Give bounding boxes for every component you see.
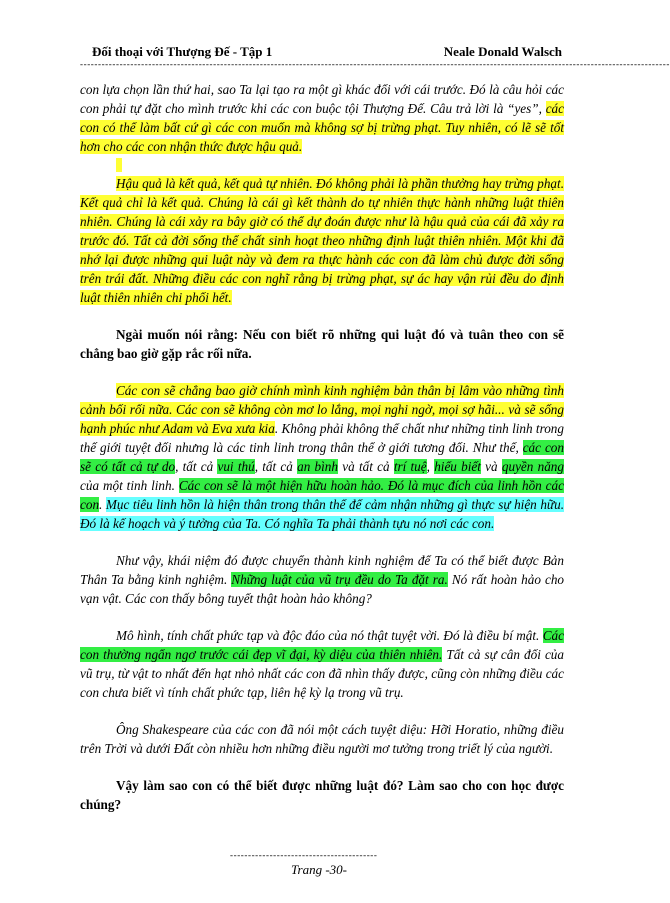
p4-highlight-tudo: các con sẽ có tất cả tự do <box>80 440 564 474</box>
p4-text-d: , tất cả <box>175 459 218 474</box>
p4-text-h: và tất cả <box>338 459 394 474</box>
paragraph-3-question <box>80 325 564 363</box>
p4-highlight-quyennang: quyền năng <box>501 459 564 474</box>
author-name: Neale Donald Walsch <box>443 44 562 59</box>
p5-text-c: Nó rất hoàn hảo cho vạn vật. Các con thấy bông tuyết thật hoàn hảo không? <box>80 572 565 606</box>
p4-highlight-muctieu: Mục tiêu linh hồn là hiện thân trong thân thể để cảm nhận những gì thực sự hiện hữu. Đó là kế hoạch và ý tưởng của Ta. Có nghĩa Ta phải thành tựu nó nơi các con. <box>80 497 565 531</box>
p5-text-a: Như vậy, khái niệm đó được chuyển thành kinh nghiệm để Ta có thể biết được Bản Thân Ta bằng kinh nghiệm. <box>80 553 564 587</box>
paragraph-6 <box>80 626 564 702</box>
paragraph-8-question <box>80 776 564 814</box>
footer-rule: ----------------------------------------- <box>230 850 378 860</box>
paragraph-2 <box>80 174 564 307</box>
paragraph-4 <box>80 381 564 533</box>
p7-text: Ông Shakespeare của các con đã nói một cách tuyệt diệu: Hỡi Horatio, những điều trên Trời và dưới Đất còn nhiều hơn những điều người mơ tưởng trong triết lý của người. <box>80 722 564 756</box>
p4-text-b: . Không phải không thể chất như những tinh linh trong thế giới tuyệt đối nhưng là các tinh linh trong thân thể ở giới tương đối. Như thế, <box>80 421 564 455</box>
p4-highlight-tritue: trí tuệ <box>393 459 427 474</box>
p6-text-c: Tất cả sự cân đối của vũ trụ, từ vật to nhất đến hạt nhỏ nhất các con đã nhìn thấy được, cũng còn những điều các con chưa biết vì tính chất phức tạp, liên hệ kỳ lạ trong vũ trụ. <box>80 647 564 700</box>
p1-text: ựa chọn lần thứ hai, sao Ta lại tạo ra một gì khác đối với cái trước. Đó là câu hỏi các con phải tự đặt cho mình trước khi các con buộc tội Thượng Đế. Câu trả lời là “yes”, <box>80 82 564 116</box>
p4-highlight-anbinh: an bình <box>297 459 338 474</box>
p4-text-n: của một tinh linh. <box>80 478 179 493</box>
p4-text-p: . <box>99 497 106 512</box>
paragraph-7 <box>80 720 564 758</box>
page-number: Trang -30- <box>291 862 347 877</box>
p8-text: Vậy làm sao con có thể biết được những luật đó? Làm sao cho con học được chúng? <box>80 778 564 812</box>
header-rule: -------------------------------------------------------------------------------------------------------------------------------------------------------------------- <box>80 59 670 69</box>
p4-highlight-a: Các con sẽ chẳng bao giờ chính mình kinh nghiệm bản thân bị lâm vào những tình cảnh bối rối nữa. Các con sẽ không còn mơ lo lắng, mọi nghi ngờ, mọi sợ hãi... và sẽ sống hạnh phúc như Adam và Eva xưa kia <box>80 383 564 436</box>
p4-highlight-hoanhao: Các con sẽ là một hiện hữu hoàn hảo. Đó là mục đích của linh hồn các con <box>80 478 564 512</box>
paragraph-5 <box>80 551 564 608</box>
paragraph-1 <box>80 80 564 156</box>
p4-text-l: và <box>480 459 502 474</box>
p1-highlight: các con có thể làm bất cứ gì các con muốn mà không sợ bị trừng phạt. Tuy nhiên, có lẽ sẽ tốt hơn cho các con nhận thức được hậu quả. <box>80 101 564 154</box>
p2-highlight: Hậu quả là kết quả, kết quả tự nhiên. Đó không phải là phần thưởng hay trừng phạt. Kết quả chỉ là kết quả. Chúng là cái gì kết thành do tự nhiên thực hành những luật thiên nhiên. Chúng là cái xảy ra bây giờ có thể dự đoán được như là hậu quả của cái đã xảy ra trước đó. Tất cả đời sống thể chất sinh hoạt theo những định luật thiên nhiên. Một khi đã nhớ lại được những qui luật này và đem ra thực hành các con đã làm chủ được đời sống trên trái đất. Những điều các con nghĩ rằng bị trừng phạt, sự ác hay vận rủi đều do định luật thiên nhiên chi phối hết. <box>80 176 564 305</box>
page-body <box>80 80 564 832</box>
book-title: Đối thoại với Thượng Đế - Tập 1 <box>92 44 273 59</box>
p1-start: con l <box>80 82 107 97</box>
p4-text-j: , <box>426 459 435 474</box>
p5-highlight: Những luật của vũ trụ đều do Ta đặt ra. <box>231 572 448 587</box>
p4-text-f: , tất cả <box>254 459 298 474</box>
p3-text: Ngài muốn nói rằng: Nếu con biết rõ những qui luật đó và tuân theo con sẽ chẳng bao giờ gặp rắc rối nữa. <box>80 327 564 361</box>
p4-highlight-vuithu: vui thú <box>217 459 255 474</box>
p4-highlight-hieubiet: hiểu biết <box>434 459 481 474</box>
p6-text-a: Mô hình, tính chất phức tạp và độc đáo của nó thật tuyệt vời. Đó là điều bí mật. <box>116 628 543 643</box>
p6-highlight: Các con thường ngẩn ngơ trước cái đẹp vĩ đại, kỳ diệu của thiên nhiên. <box>80 628 564 662</box>
